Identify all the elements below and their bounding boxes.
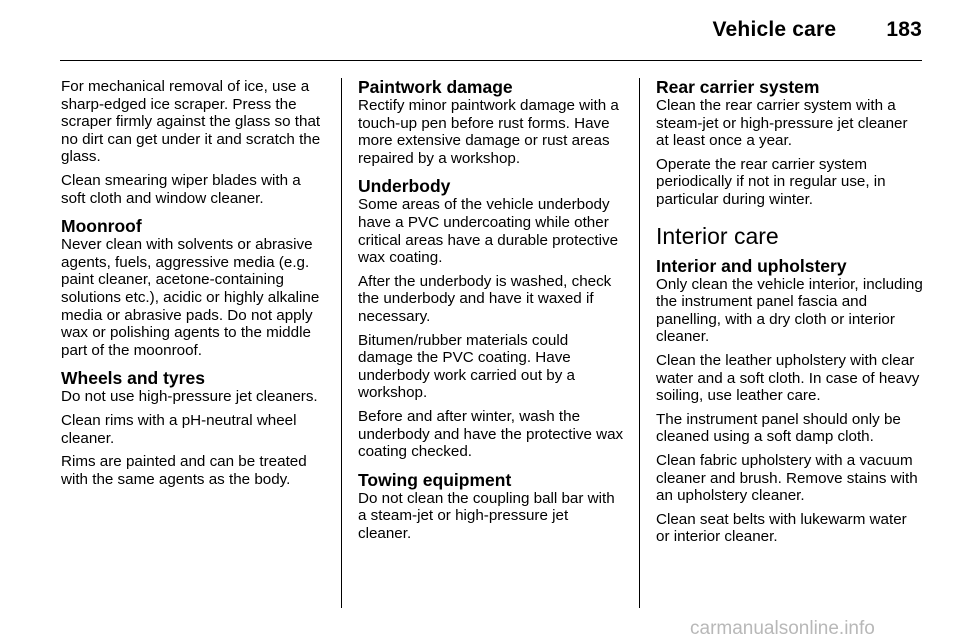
column-divider-1 xyxy=(341,78,342,608)
paintwork-text: Rectify minor paintwork damage with a touch-up pen before rust forms. Have more extensive damage or rust areas repaired by a workshop. xyxy=(358,97,619,167)
upholstery-text-1: Only clean the vehicle interior, including the instrument panel fascia and panelling, with a dry cloth or interior cleaner. xyxy=(656,275,923,346)
watermark: carmanualsonline.info xyxy=(690,618,875,639)
wheels-text-2: Clean rims with a pH-neutral wheel cleaner. xyxy=(61,411,297,447)
wiper-text: Clean smearing wiper blades with a soft cloth and window cleaner. xyxy=(61,171,301,207)
page-number: 183 xyxy=(886,18,922,41)
moonroof-text: Never clean with solvents or abrasive agents, fuels, aggressive media (e.g. paint cleaner, acetone-containing solutions etc.), acidic or highly alkaline media or abrasive pads. Do not apply wax or polishing agents to the middle part of the moonroof. xyxy=(61,236,320,359)
wheels-text-3: Rims are painted and can be treated with the same agents as the body. xyxy=(61,453,307,488)
upholstery-text-5: Clean seat belts with lukewarm water or interior cleaner. xyxy=(656,510,907,546)
rear-carrier-heading: Rear carrier system xyxy=(656,77,820,97)
header-rule xyxy=(60,60,922,61)
rear-carrier-text-1: Clean the rear carrier system with a steam-jet or high-pressure jet cleaner at least once a year. xyxy=(656,97,908,150)
column-1 xyxy=(61,78,326,494)
column-divider-2 xyxy=(639,78,640,608)
moonroof-heading: Moonroof xyxy=(61,216,142,237)
wheels-heading: Wheels and tyres xyxy=(61,368,205,389)
upholstery-heading: Interior and upholstery xyxy=(656,255,847,276)
underbody-text-1: Some areas of the vehicle underbody have a PVC undercoating while other critical areas have a durable protective wax coating. xyxy=(358,196,619,267)
rear-carrier-text-2: Operate the rear carrier system periodically if not in regular use, in particular during winter. xyxy=(656,155,886,208)
interior-care-title: Interior care xyxy=(656,222,779,249)
wheels-text-1: Do not use high-pressure jet cleaners. xyxy=(61,388,318,406)
upholstery-text-3: The instrument panel should only be cleaned using a soft damp cloth. xyxy=(656,410,901,446)
column-3 xyxy=(656,78,924,552)
towing-text: Do not clean the coupling ball bar with a steam-jet or high-pressure jet cleaner. xyxy=(358,489,615,542)
upholstery-text-4: Clean fabric upholstery with a vacuum cleaner and brush. Remove stains with an upholstery cleaner. xyxy=(656,451,918,505)
towing-heading: Towing equipment xyxy=(358,469,512,490)
column-2 xyxy=(358,78,625,548)
underbody-text-2: After the underbody is washed, check the underbody and have it waxed if necessary. xyxy=(358,272,612,325)
underbody-text-3: Bitumen/rubber materials could damage the PVC coating. Have underbody work carried out by a workshop. xyxy=(358,331,575,402)
page-header xyxy=(712,18,922,42)
ice-removal-text: For mechanical removal of ice, use a sharp-edged ice scraper. Press the scraper firmly against the glass so that no dirt can get under it and scratch the glass. xyxy=(61,78,321,166)
section-title: Vehicle care xyxy=(712,18,837,41)
paintwork-heading: Paintwork damage xyxy=(358,77,513,97)
upholstery-text-2: Clean the leather upholstery with clear water and a soft cloth. In case of heavy soiling, use leather care. xyxy=(656,351,920,405)
underbody-text-4: Before and after winter, wash the underbody and have the protective wax coating checked. xyxy=(358,407,624,461)
underbody-heading: Underbody xyxy=(358,176,451,197)
